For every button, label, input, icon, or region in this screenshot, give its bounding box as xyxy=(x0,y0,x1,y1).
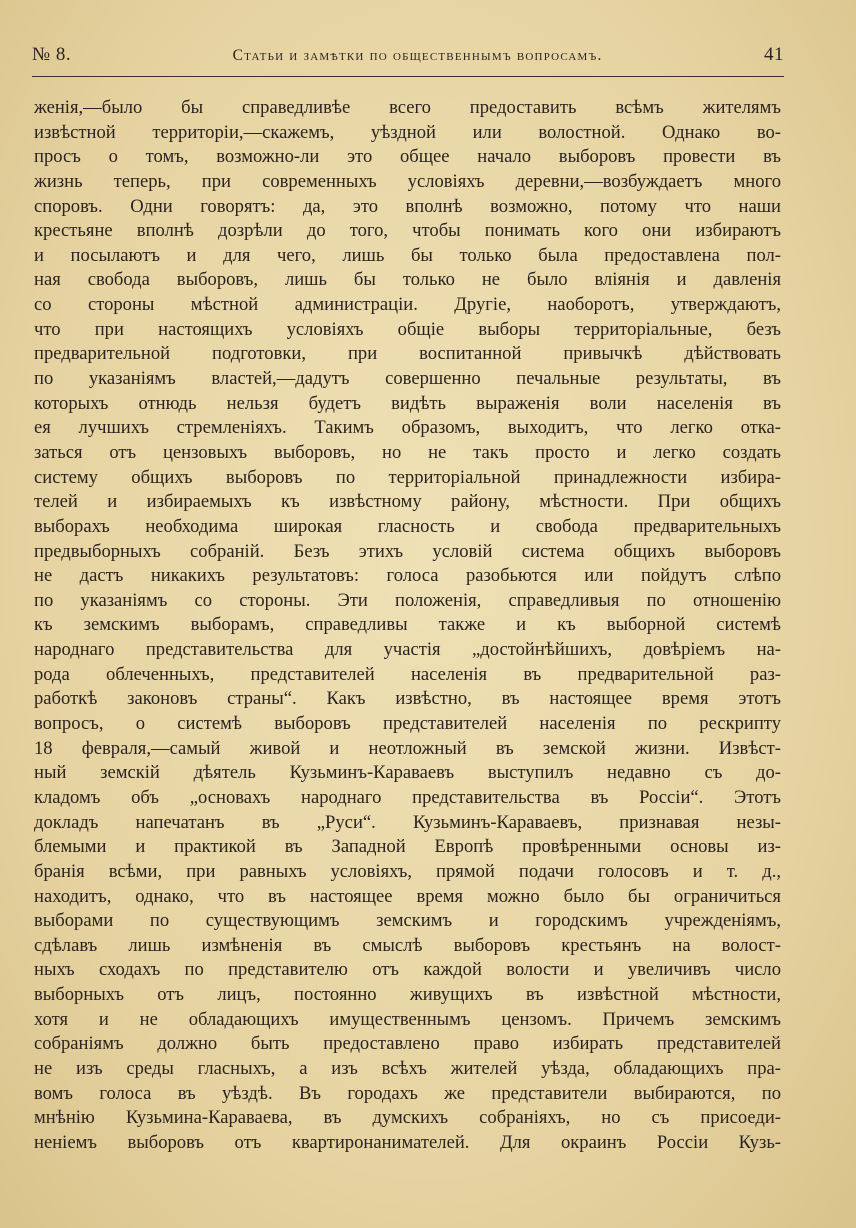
text-line: мнѣнію Кузьмина-Караваева, въ думскихъ собраніяхъ, но съ присоеди- xyxy=(34,1107,781,1129)
text-line: работкѣ законовъ страны“. Какъ извѣстно, въ настоящее время этотъ xyxy=(34,688,781,710)
text-line: собраніямъ должно быть предоставлено право избирать представителей xyxy=(34,1033,781,1055)
text-line: просъ о томъ, возможно-ли это общее начало выборовъ провести въ xyxy=(34,146,781,168)
text-line: по указаніямъ властей,—дадутъ совершенно печальные результаты, въ xyxy=(34,368,781,390)
text-line: докладъ напечатанъ въ „Руси“. Кузьминъ-Караваевъ, признавая незы- xyxy=(34,811,781,833)
text-line: кладомъ объ „основахъ народнаго представительства въ Россіи“. Этотъ xyxy=(34,786,781,808)
text-line: неніемъ выборовъ отъ квартиронанимателей. Для окраинъ Россіи Кузь- xyxy=(34,1131,781,1153)
page-number: 41 xyxy=(764,44,784,65)
text-line: ная свобода выборовъ, лишь бы только не было вліянія и давленія xyxy=(34,269,781,291)
text-line: заться отъ цензовыхъ выборовъ, но не такъ просто и легко создать xyxy=(34,441,781,463)
text-line: народнаго представительства для участія „достойнѣйшихъ, довѣріемъ на- xyxy=(34,639,781,661)
text-line: выборами по существующимъ земскимъ и городскимъ учрежденіямъ, xyxy=(34,910,781,932)
text-line: сдѣлавъ лишь измѣненія въ смыслѣ выборовъ крестьянъ на волост- xyxy=(34,934,781,956)
text-line: хотя и не обладающихъ имущественнымъ цензомъ. Причемъ земскимъ xyxy=(34,1008,781,1030)
text-line: рода облеченныхъ, представителей населенія въ предварительной раз- xyxy=(34,663,781,685)
text-line: жизнь теперь, при современныхъ условіяхъ деревни,—возбуждаетъ много xyxy=(34,170,781,192)
text-line: предварительной подготовки, при воспитанной привычкѣ дѣйствовать xyxy=(34,343,781,365)
text-line: не изъ среды гласныхъ, а изъ всѣхъ жителей уѣзда, обладающихъ пра- xyxy=(34,1057,781,1079)
text-line: вомъ голоса въ уѣздѣ. Въ городахъ же представители выбираются, по xyxy=(34,1082,781,1104)
text-line: и посылаютъ и для чего, лишь бы только была предоставлена пол- xyxy=(34,244,781,266)
text-line: 18 февраля,—самый живой и неотложный въ земской жизни. Извѣст- xyxy=(34,737,781,759)
text-line: что при настоящихъ условіяхъ общіе выборы территоріальные, безъ xyxy=(34,318,781,340)
text-line: блемыми и практикой въ Западной Европѣ провѣренными основы из- xyxy=(34,836,781,858)
text-line: ея лучшихъ стремленіяхъ. Такимъ образомъ, выходитъ, что легко отка- xyxy=(34,417,781,439)
text-line: выборахъ необходима широкая гласность и свобода предварительныхъ xyxy=(34,515,781,537)
text-line: извѣстной территоріи,—скажемъ, уѣздной или волостной. Однако во- xyxy=(34,121,781,143)
section-title: Статьи и замѣтки по общественнымъ вопросамъ. xyxy=(232,47,603,64)
running-header xyxy=(32,44,784,76)
header-rule xyxy=(32,76,784,77)
text-line: крестьяне вполнѣ дозрѣли до того, чтобы понимать кого они избираютъ xyxy=(34,220,781,242)
text-line: ныхъ сходахъ по представителю отъ каждой волости и увеличивъ число xyxy=(34,959,781,981)
text-line: споровъ. Одни говорятъ: да, это вполнѣ возможно, потому что наши xyxy=(34,195,781,217)
text-line: телей и избираемыхъ къ извѣстному району, мѣстности. При общихъ xyxy=(34,491,781,513)
text-line: которыхъ отнюдь нельзя будетъ видѣть выраженія воли населенія въ xyxy=(34,392,781,414)
text-line: находитъ, однако, что въ настоящее время можно было бы ограничиться xyxy=(34,885,781,907)
text-line: систему общихъ выборовъ по территоріальной принадлежности избира- xyxy=(34,466,781,488)
issue-number: № 8. xyxy=(32,44,72,65)
text-line: вопросъ, о системѣ выборовъ представителей населенія по рескрипту xyxy=(34,713,781,735)
text-line: не дастъ никакихъ результатовъ: голоса разобьются или пойдутъ слѣпо xyxy=(34,565,781,587)
text-line: къ земскимъ выборамъ, справедливы также и къ выборной системѣ xyxy=(34,614,781,636)
body-text xyxy=(34,96,781,1156)
text-line: женія,—было бы справедливѣе всего предоставить всѣмъ жителямъ xyxy=(34,97,781,118)
text-line: по указаніямъ со стороны. Эти положенія, справедливыя по отношенію xyxy=(34,589,781,611)
text-line: выборныхъ отъ лицъ, постоянно живущихъ въ извѣстной мѣстности, xyxy=(34,984,781,1006)
text-line: предвыборныхъ собраній. Безъ этихъ условій система общихъ выборовъ xyxy=(34,540,781,562)
text-line: ный земскій дѣятель Кузьминъ-Караваевъ выступилъ недавно съ до- xyxy=(34,762,781,784)
text-line: со стороны мѣстной администраціи. Другіе, наоборотъ, утверждаютъ, xyxy=(34,294,781,316)
text-line: бранія всѣми, при равныхъ условіяхъ, прямой подачи голосовъ и т. д., xyxy=(34,860,781,882)
